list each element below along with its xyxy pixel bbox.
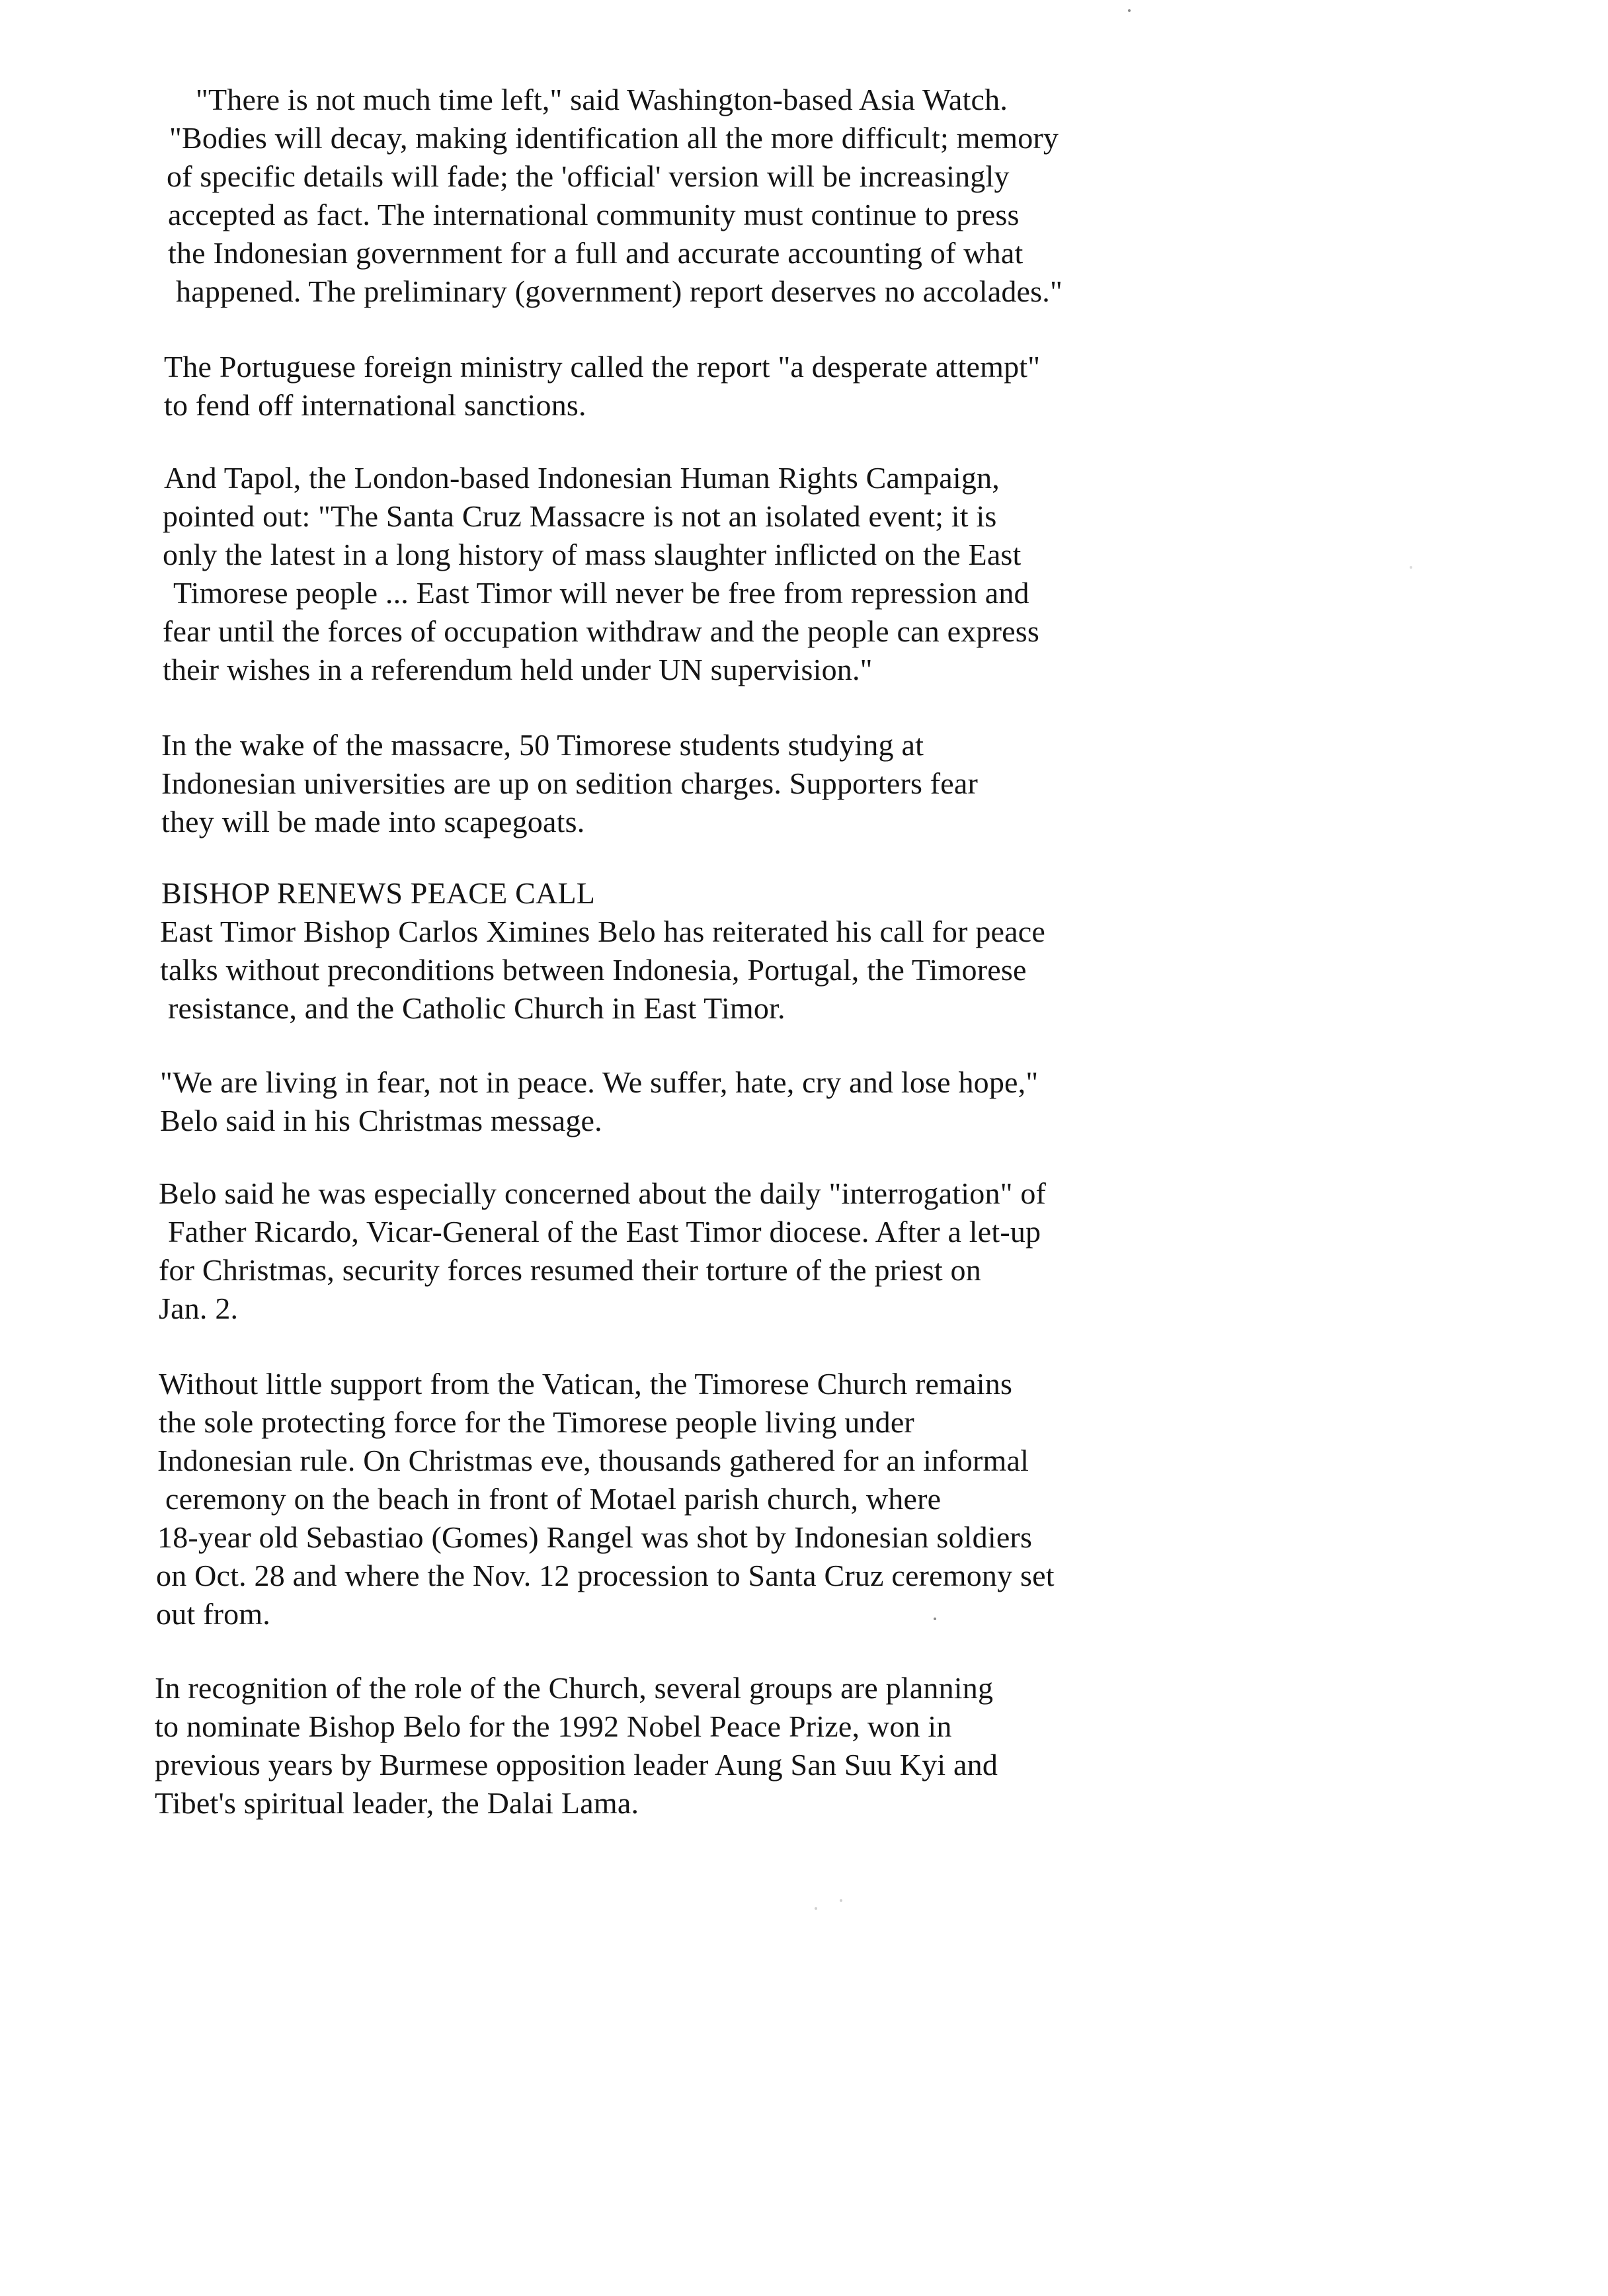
text-line: the sole protecting force for the Timorese people living under <box>159 1405 914 1439</box>
text-line: "Bodies will decay, making identification all the more difficult; memory <box>169 121 1059 155</box>
text-line: for Christmas, security forces resumed their torture of the priest on <box>159 1253 981 1287</box>
text-line: Timorese people ... East Timor will never be free from repression and <box>173 576 1029 610</box>
text-line: Jan. 2. <box>159 1292 239 1325</box>
text-line: In the wake of the massacre, 50 Timorese students studying at <box>161 728 924 762</box>
text-line: the Indonesian government for a full and accurate accounting of what <box>168 236 1024 270</box>
text-line: fear until the forces of occupation withdraw and the people can express <box>163 614 1039 648</box>
text-line: out from. <box>156 1597 270 1631</box>
scan-speck <box>1410 566 1412 569</box>
text-line: "We are living in fear, not in peace. We suffer, hate, cry and lose hope," <box>160 1065 1039 1099</box>
section-heading: BISHOP RENEWS PEACE CALL <box>161 876 596 910</box>
text-line: Without little support from the Vatican, the Timorese Church remains <box>159 1367 1013 1401</box>
scan-speck <box>840 1899 842 1902</box>
text-line: only the latest in a long history of mass slaughter inflicted on the East <box>163 538 1022 571</box>
scan-speck <box>934 1618 936 1620</box>
text-line: 18-year old Sebastiao (Gomes) Rangel was shot by Indonesian soldiers <box>157 1520 1033 1554</box>
text-line: they will be made into scapegoats. <box>161 805 585 839</box>
text-line: happened. The preliminary (government) report deserves no accolades." <box>176 274 1063 308</box>
text-line: to fend off international sanctions. <box>164 388 586 422</box>
text-line: In recognition of the role of the Church, several groups are planning <box>155 1671 994 1705</box>
text-line: resistance, and the Catholic Church in East Timor. <box>168 991 785 1025</box>
scan-speck <box>815 1907 817 1910</box>
text-line: of specific details will fade; the 'official' version will be increasingly <box>167 159 1010 193</box>
text-line: on Oct. 28 and where the Nov. 12 procession to Santa Cruz ceremony set <box>156 1559 1055 1592</box>
text-line: to nominate Bishop Belo for the 1992 Nobel Peace Prize, won in <box>155 1709 952 1743</box>
text-line: ceremony on the beach in front of Motael parish church, where <box>165 1482 942 1516</box>
text-line: East Timor Bishop Carlos Ximines Belo has reiterated his call for peace <box>160 915 1045 948</box>
text-line: Belo said in his Christmas message. <box>160 1104 602 1137</box>
text-line: The Portuguese foreign ministry called the report "a desperate attempt" <box>164 350 1041 384</box>
text-line: And Tapol, the London-based Indonesian Human Rights Campaign, <box>164 461 1000 495</box>
text-line: their wishes in a referendum held under UN supervision." <box>163 653 873 686</box>
text-line: Indonesian universities are up on sedition charges. Supporters fear <box>161 766 979 800</box>
scan-speck <box>1128 9 1131 12</box>
text-line: Belo said he was especially concerned about the daily "interrogation" of <box>159 1176 1047 1210</box>
text-line: accepted as fact. The international community must continue to press <box>168 198 1020 231</box>
text-line: Indonesian rule. On Christmas eve, thousands gathered for an informal <box>157 1444 1029 1477</box>
text-line: Father Ricardo, Vicar-General of the East Timor diocese. After a let-up <box>168 1215 1041 1249</box>
text-line: previous years by Burmese opposition leader Aung San Suu Kyi and <box>155 1748 998 1782</box>
text-line: pointed out: "The Santa Cruz Massacre is not an isolated event; it is <box>163 499 997 533</box>
text-line: "There is not much time left," said Washington-based Asia Watch. <box>196 83 1008 116</box>
text-line: talks without preconditions between Indonesia, Portugal, the Timorese <box>160 953 1027 987</box>
text-line: Tibet's spiritual leader, the Dalai Lama. <box>155 1786 639 1820</box>
